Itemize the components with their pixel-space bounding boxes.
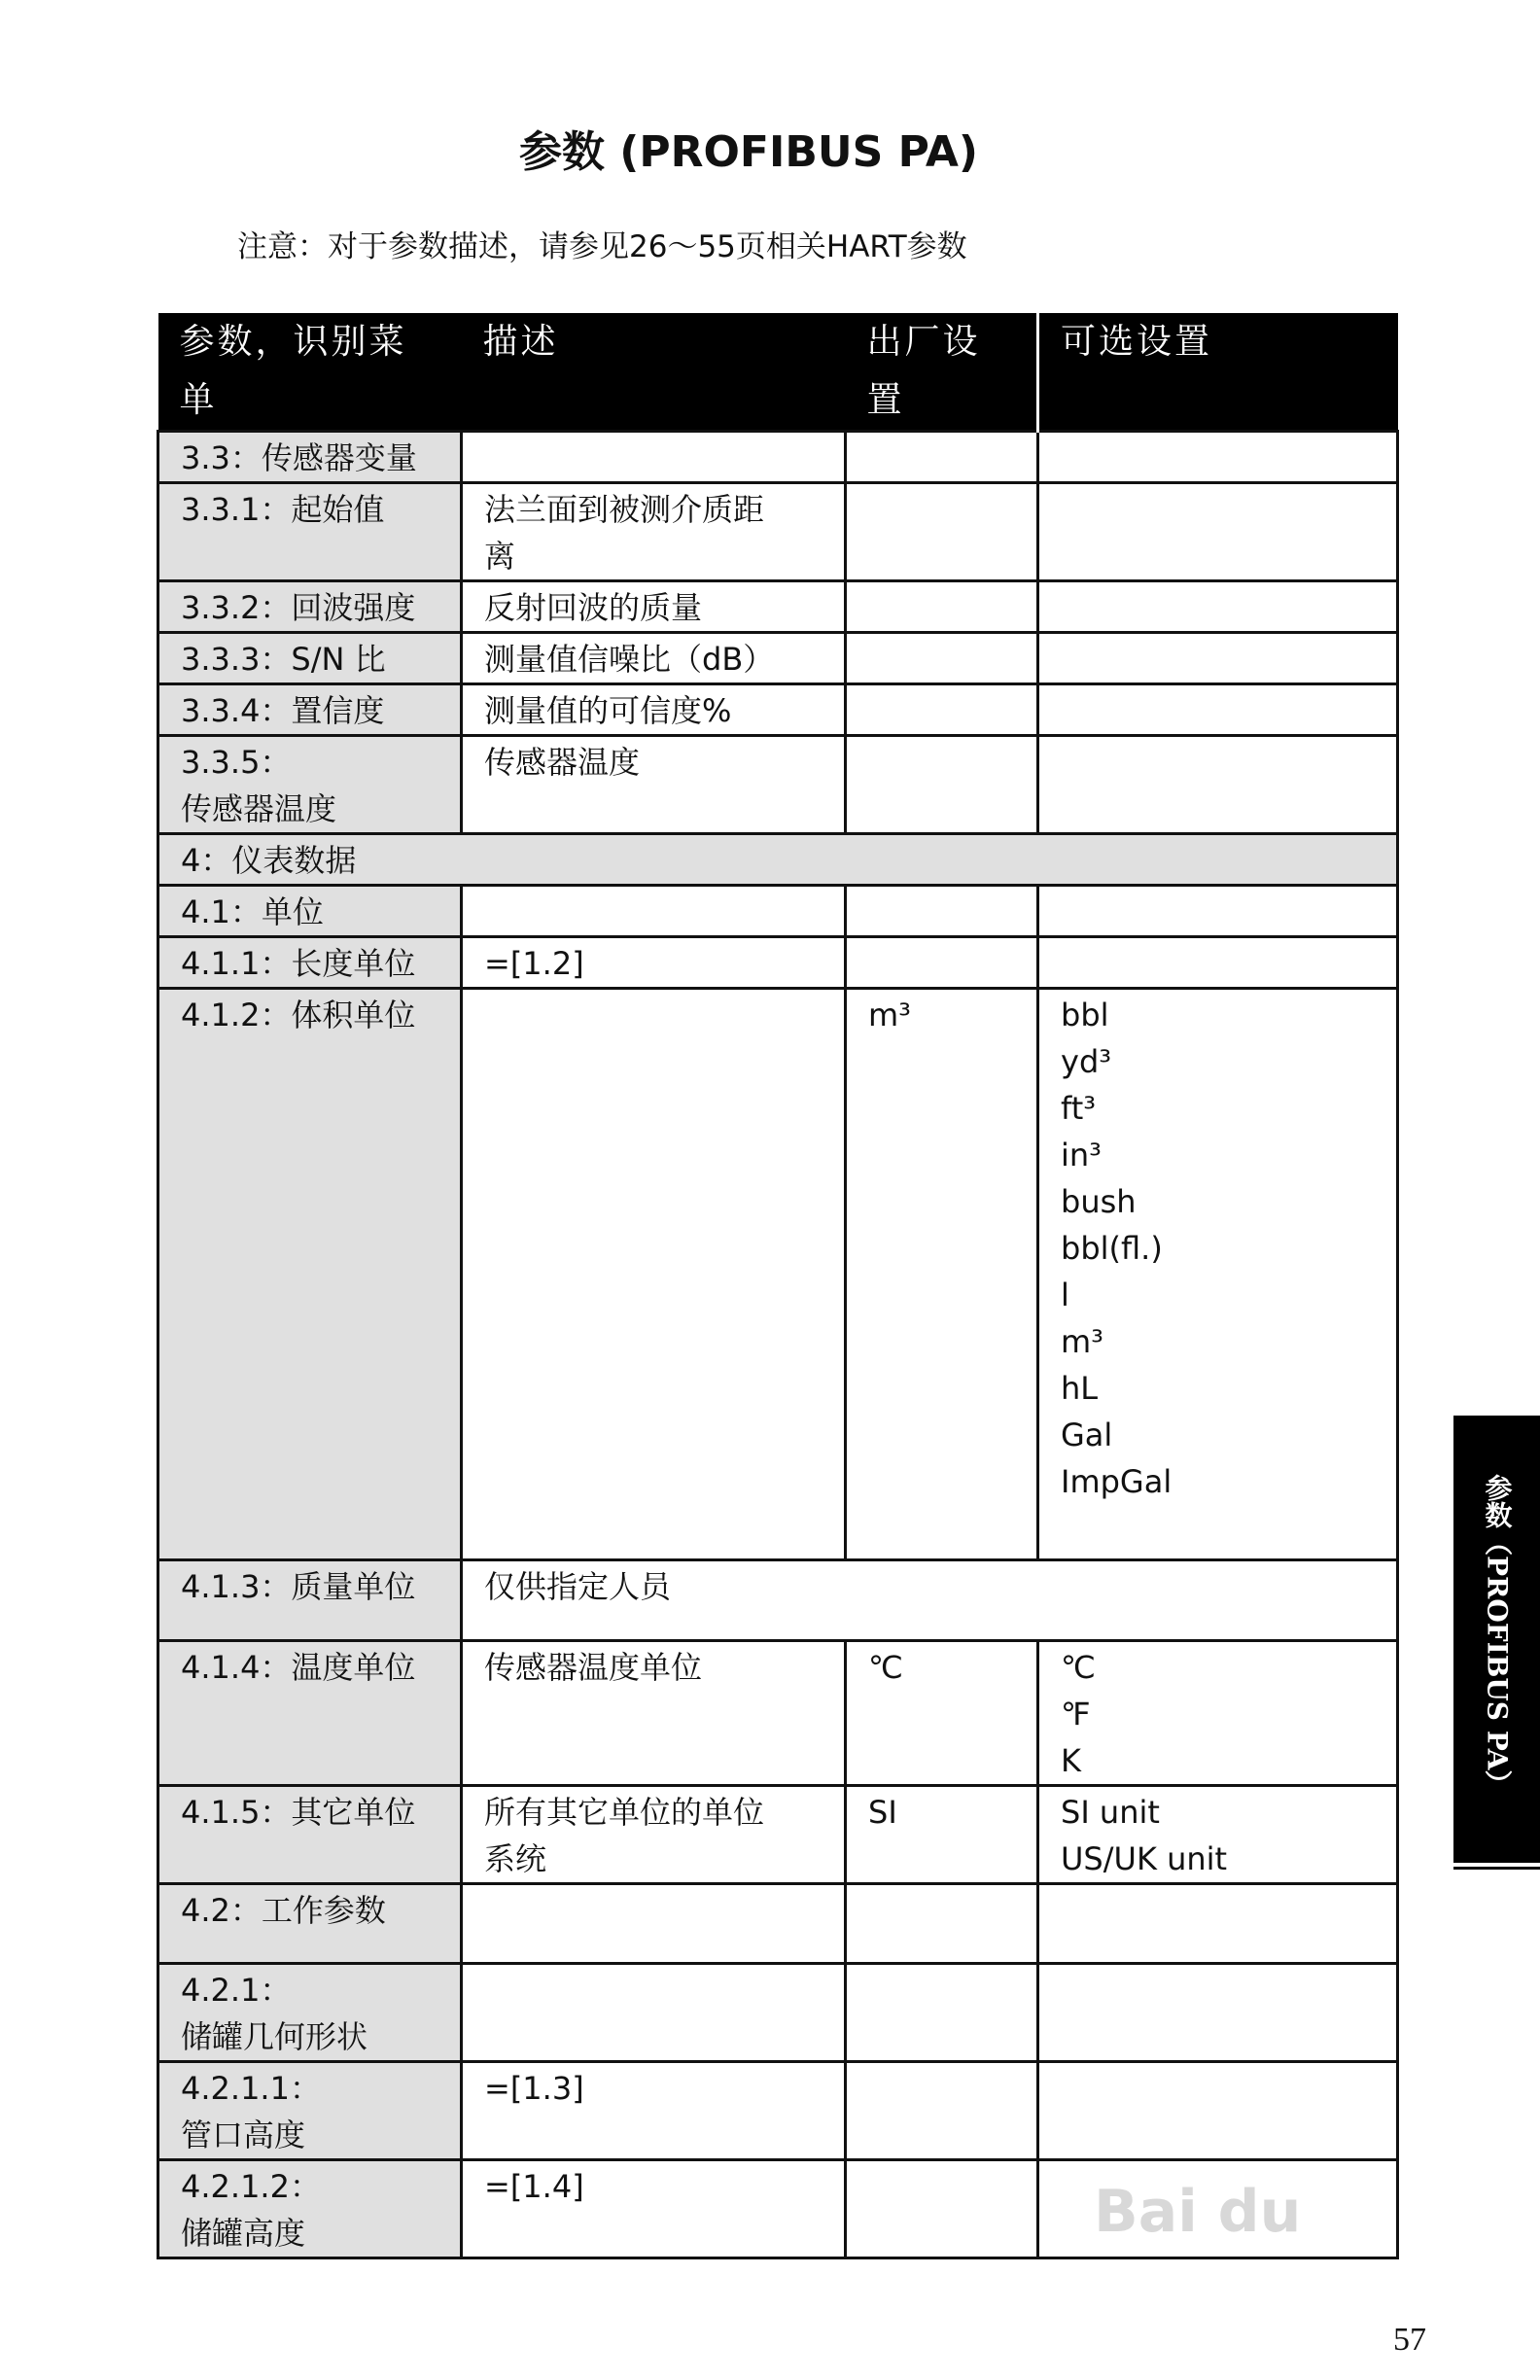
cell-desc: =[1.4]: [462, 2160, 846, 2258]
cell-factory: m³: [846, 989, 1038, 1560]
cell-factory: [846, 483, 1038, 581]
table-row: [158, 684, 1398, 736]
cell-desc: 测量值信噪比（dB）: [462, 633, 846, 684]
page-title: 参数 (PROFIBUS PA): [518, 127, 979, 177]
table-row: [158, 886, 1398, 937]
cell-param: 3.3.3：S/N 比: [158, 633, 462, 684]
cell-options: [1038, 1964, 1398, 2062]
cell-desc: [462, 1964, 846, 2062]
table-row: [158, 633, 1398, 684]
cell-desc: 法兰面到被测介质距 离: [462, 483, 846, 581]
cell-desc: [462, 432, 846, 483]
cell-factory: [846, 1964, 1038, 2062]
cell-options: [1038, 432, 1398, 483]
page-number: 57: [1393, 2322, 1426, 2358]
table-header: [158, 313, 1398, 432]
cell-options: [1038, 2062, 1398, 2160]
divider: [1453, 1867, 1540, 1870]
cell-options: [1038, 886, 1398, 937]
header-param: 参数，识别菜单: [158, 313, 462, 432]
cell-options: [1038, 937, 1398, 989]
cell-param: 4.1.4：温度单位: [158, 1641, 462, 1786]
cell-param: 3.3.2：回波强度: [158, 581, 462, 633]
cell-param: 3.3.5： 传感器温度: [158, 736, 462, 834]
cell-param: 4.1：单位: [158, 886, 462, 937]
cell-options: [1038, 483, 1398, 581]
cell-desc: 传感器温度单位: [462, 1641, 846, 1786]
cell-factory: SI: [846, 1786, 1038, 1884]
cell-options: [1038, 633, 1398, 684]
cell-desc: =[1.3]: [462, 2062, 846, 2160]
cell-factory: [846, 432, 1038, 483]
table-row: [158, 483, 1398, 581]
table-row: [158, 1560, 1398, 1641]
note: 注意：对于参数描述，请参见26～55页相关HART参数: [237, 229, 967, 264]
table-row: [158, 1884, 1398, 1964]
cell-factory: [846, 2062, 1038, 2160]
cell-factory: [846, 684, 1038, 736]
header-factory: 出厂设置: [846, 313, 1038, 432]
table-row: [158, 581, 1398, 633]
table-row: [158, 432, 1398, 483]
cell-factory: [846, 886, 1038, 937]
cell-param: 4：仪表数据: [158, 834, 1398, 886]
table-row: [158, 2062, 1398, 2160]
cell-factory: [846, 937, 1038, 989]
cell-param: 3.3.1：起始值: [158, 483, 462, 581]
table-row: [158, 989, 1398, 1560]
cell-desc: [462, 1884, 846, 1964]
cell-desc: 传感器温度: [462, 736, 846, 834]
watermark-logo: Bai du: [1094, 2178, 1302, 2246]
table-row: [158, 834, 1398, 886]
cell-options: [1038, 684, 1398, 736]
table-row: [158, 1964, 1398, 2062]
cell-param: 4.1.5：其它单位: [158, 1786, 462, 1884]
table-row: [158, 1641, 1398, 1786]
cell-factory: ℃: [846, 1641, 1038, 1786]
cell-param: 4.2.1.1： 管口高度: [158, 2062, 462, 2160]
cell-factory: [846, 1884, 1038, 1964]
cell-desc: [462, 989, 846, 1560]
cell-options: [1038, 1884, 1398, 1964]
cell-factory: [846, 633, 1038, 684]
cell-options: ℃ ℉ K: [1038, 1641, 1398, 1786]
cell-factory: [846, 2160, 1038, 2258]
cell-param: 4.2.1： 储罐几何形状: [158, 1964, 462, 2062]
header-options: 可选设置: [1038, 313, 1398, 432]
cell-options: SI unit US/UK unit: [1038, 1786, 1398, 1884]
cell-param: 4.2.1.2： 储罐高度: [158, 2160, 462, 2258]
side-tab-label: 参数（PROFIBUS PA）: [1481, 1474, 1514, 1798]
cell-param: 4.1.2：体积单位: [158, 989, 462, 1560]
cell-param: 4.2：工作参数: [158, 1884, 462, 1964]
cell-options: [1038, 581, 1398, 633]
cell-desc: 测量值的可信度%: [462, 684, 846, 736]
cell-param: 4.1.1：长度单位: [158, 937, 462, 989]
cell-desc: =[1.2]: [462, 937, 846, 989]
header-desc: 描述: [462, 313, 846, 432]
cell-factory: [846, 581, 1038, 633]
cell-param: 3.3：传感器变量: [158, 432, 462, 483]
parameter-table: [157, 313, 1399, 2259]
cell-param: 3.3.4：置信度: [158, 684, 462, 736]
cell-desc: 所有其它单位的单位 系统: [462, 1786, 846, 1884]
cell-desc: 反射回波的质量: [462, 581, 846, 633]
table-row: [158, 1786, 1398, 1884]
cell-factory: [846, 736, 1038, 834]
table-row: [158, 736, 1398, 834]
table-row: [158, 937, 1398, 989]
cell-desc: 仅供指定人员: [462, 1560, 1398, 1641]
side-section-tab: [1453, 1416, 1540, 1863]
cell-param: 4.1.3：质量单位: [158, 1560, 462, 1641]
cell-options: [1038, 736, 1398, 834]
cell-options: bbl yd³ ft³ in³ bush bbl(fl.) l m³ hL Gal ImpGal: [1038, 989, 1398, 1560]
cell-desc: [462, 886, 846, 937]
